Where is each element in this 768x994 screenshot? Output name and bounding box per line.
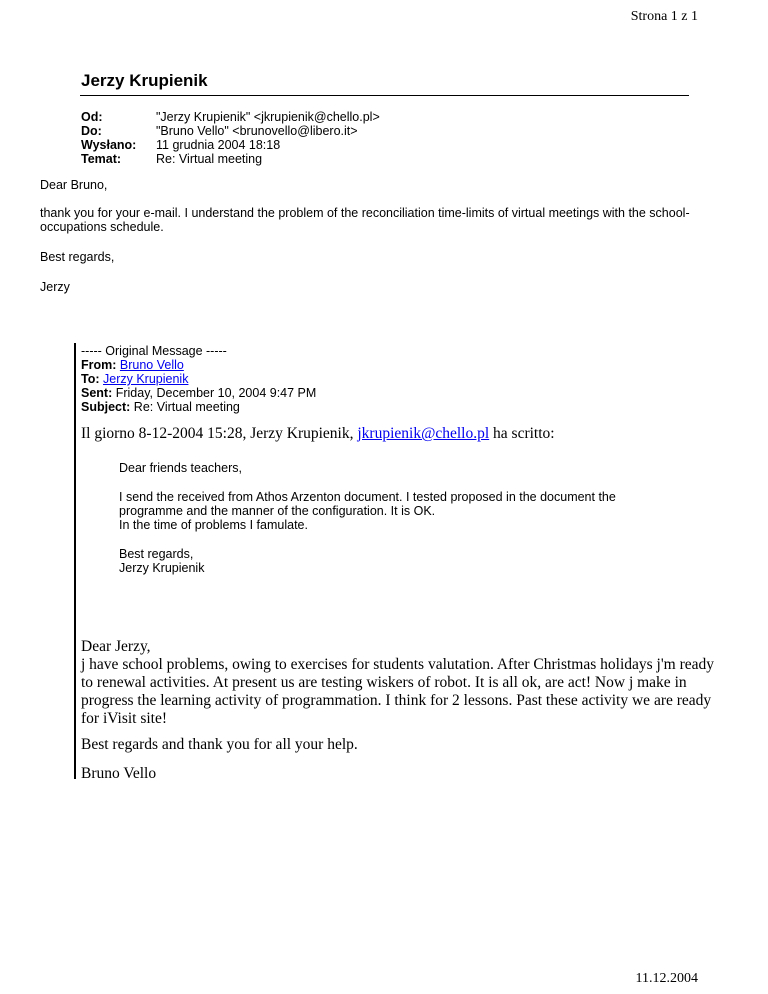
quoted-intro-after: ha scritto: xyxy=(489,425,555,442)
bruno-signature: Bruno Vello xyxy=(81,765,157,782)
header-from-row xyxy=(81,110,380,124)
original-to-link[interactable]: Jerzy Krupienik xyxy=(103,372,189,386)
page-number: Strona 1 z 1 xyxy=(630,9,698,24)
original-subject-row xyxy=(81,400,316,414)
original-from-row xyxy=(81,358,316,372)
inner-body-line: In the time of problems I famulate. xyxy=(119,518,308,532)
header-sent-row xyxy=(81,138,380,152)
original-sent-label: Sent: xyxy=(81,386,113,400)
header-subject-row xyxy=(81,152,380,166)
inner-closing-block xyxy=(119,547,204,575)
header-subject-key: Temat: xyxy=(81,152,122,166)
inner-signature: Jerzy Krupienik xyxy=(119,561,205,575)
quote-bar xyxy=(74,343,76,779)
email-headers xyxy=(81,110,380,166)
header-sent-key: Wysłano: xyxy=(81,138,137,152)
original-to-label: To: xyxy=(81,372,100,386)
print-date: 11.12.2004 xyxy=(635,971,698,986)
original-subject-label: Subject: xyxy=(81,400,131,414)
heading-divider xyxy=(80,95,689,96)
bruno-body: j have school problems, owing to exercises for students valutation. After Christmas holidays j'm ready to renewal activities. At present us are testing wiskers of robot. It is all ok, are act! Now j make in progress the learning activity of programmation. I think for 2 lessons. Past these activity we are ready for iVisit site! xyxy=(81,656,715,727)
inner-body xyxy=(119,490,679,532)
quoted-intro-line xyxy=(81,425,555,443)
bruno-thanks: Best regards and thank you for all your help. xyxy=(81,736,358,753)
header-to-value: "Bruno Vello" <brunovello@libero.it> xyxy=(156,124,358,138)
header-from-value: "Jerzy Krupienik" <jkrupienik@chello.pl> xyxy=(156,110,380,124)
quoted-email-link[interactable]: jkrupienik@chello.pl xyxy=(357,425,490,442)
original-from-link[interactable]: Bruno Vello xyxy=(119,358,184,372)
original-sent-row xyxy=(81,386,316,400)
quoted-intro-before: Il giorno 8-12-2004 15:28, Jerzy Krupienik, xyxy=(81,425,358,442)
header-to-key: Do: xyxy=(81,124,102,138)
reply-greeting: Dear Bruno, xyxy=(40,178,108,192)
original-message-marker: ----- Original Message ----- xyxy=(81,344,227,358)
header-to-row xyxy=(81,124,380,138)
bruno-greeting: Dear Jerzy, xyxy=(81,638,151,655)
sender-name-heading: Jerzy Krupienik xyxy=(81,71,208,90)
original-message-header xyxy=(81,344,316,414)
inner-body-line: programme and the manner of the configuration. It is OK. xyxy=(119,504,436,518)
reply-signature: Jerzy xyxy=(40,280,70,294)
header-sent-value: 11 grudnia 2004 18:18 xyxy=(156,138,281,152)
original-from-label: From: xyxy=(81,358,117,372)
reply-body: thank you for your e-mail. I understand the problem of the reconciliation time-limits of virtual meetings with the school-occupations schedule. xyxy=(40,206,690,234)
inner-closing: Best regards, xyxy=(119,547,194,561)
inner-body-line: I send the received from Athos Arzenton document. I tested proposed in the document the xyxy=(119,490,616,504)
original-subject-value: Re: Virtual meeting xyxy=(133,400,240,414)
original-to-row xyxy=(81,372,316,386)
original-sent-value: Friday, December 10, 2004 9:47 PM xyxy=(115,386,317,400)
inner-greeting: Dear friends teachers, xyxy=(119,461,242,475)
header-subject-value: Re: Virtual meeting xyxy=(156,152,263,166)
reply-closing: Best regards, xyxy=(40,250,115,264)
header-from-key: Od: xyxy=(81,110,103,124)
